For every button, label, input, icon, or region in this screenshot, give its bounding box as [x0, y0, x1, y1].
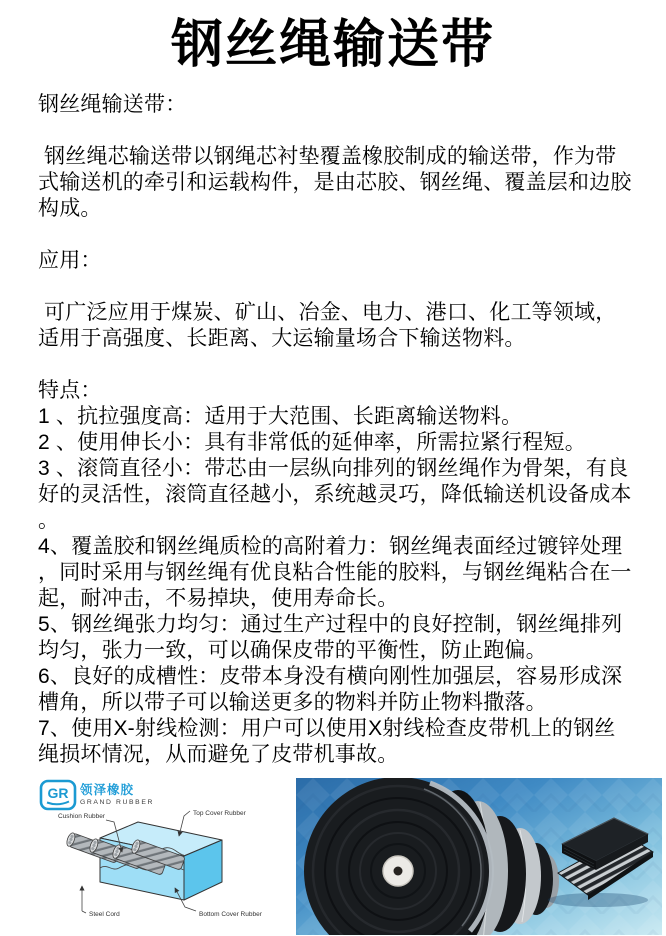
feature-item-3: 3 、滚筒直径小：带芯由一层纵向排列的钢丝绳作为骨架，有良好的灵活性，滚筒直径越小，系统越灵巧，降低输送机设备成本。: [38, 457, 632, 532]
intro-paragraph: 钢丝绳芯输送带以钢绳芯衬垫覆盖橡胶制成的输送带，作为带式输送机的牵引和运载构件，是由芯胶、钢丝绳、覆盖层和边胶构成。: [38, 145, 632, 220]
images-row: [0, 778, 666, 936]
top-cover-rubber-label: Top Cover Rubber: [193, 810, 246, 817]
logo-monogram: GR: [47, 785, 69, 801]
feature-item-4: 4、覆盖胶和钢丝绳质检的高附着力：钢丝绳表面经过镀锌处理，同时采用与钢丝绳有优良粘合性能的胶料，与钢丝绳粘合在一起，耐冲击，不易掉块，使用寿命长。: [38, 535, 632, 610]
belt-structure-diagram: [38, 778, 272, 936]
steel-cord-label: Steel Cord: [89, 911, 120, 918]
feature-item-7: 7、使用X-射线检测：用户可以使用X射线检查皮带机上的钢丝绳损坏情况，从而避免了皮带机事故。: [38, 717, 616, 766]
product-photo: [296, 778, 662, 935]
logo-name-cn: 领泽橡胶: [80, 783, 135, 797]
cushion-rubber-label: Cushion Rubber: [58, 813, 105, 820]
feature-item-6: 6、良好的成槽性：皮带本身没有横向刚性加强层，容易形成深槽角，所以带子可以输送更多的物料并防止物料撒落。: [38, 665, 623, 714]
feature-item-5: 5、钢丝绳张力均匀：通过生产过程中的良好控制，钢丝绳排列均匀，张力一致，可以确保皮带的平衡性，防止跑偏。: [38, 613, 623, 662]
intro-heading: 钢丝绳输送带：: [38, 93, 187, 116]
logo-name-en: GRAND RUBBER: [80, 799, 154, 806]
document-body: [0, 92, 666, 768]
feature-item-2: 2 、使用伸长小：具有非常低的延伸率，所需拉紧行程短。: [38, 431, 586, 454]
bottom-cover-rubber-label: Bottom Cover Rubber: [199, 911, 262, 918]
application-paragraph: 可广泛应用于煤炭、矿山、冶金、电力、港口、化工等领域，适用于高强度、长距离、大运输量场合下输送物料。: [38, 301, 617, 350]
features-heading: 特点：: [38, 379, 102, 402]
page-title: 钢丝绳输送带: [170, 16, 495, 74]
application-heading: 应用：: [38, 249, 102, 272]
feature-item-1: 1 、抗拉强度高：适用于大范围、长距离输送物料。: [38, 405, 523, 428]
belt-roll-hub-hole: [394, 867, 403, 876]
belt-sample-shadow: [548, 893, 648, 907]
